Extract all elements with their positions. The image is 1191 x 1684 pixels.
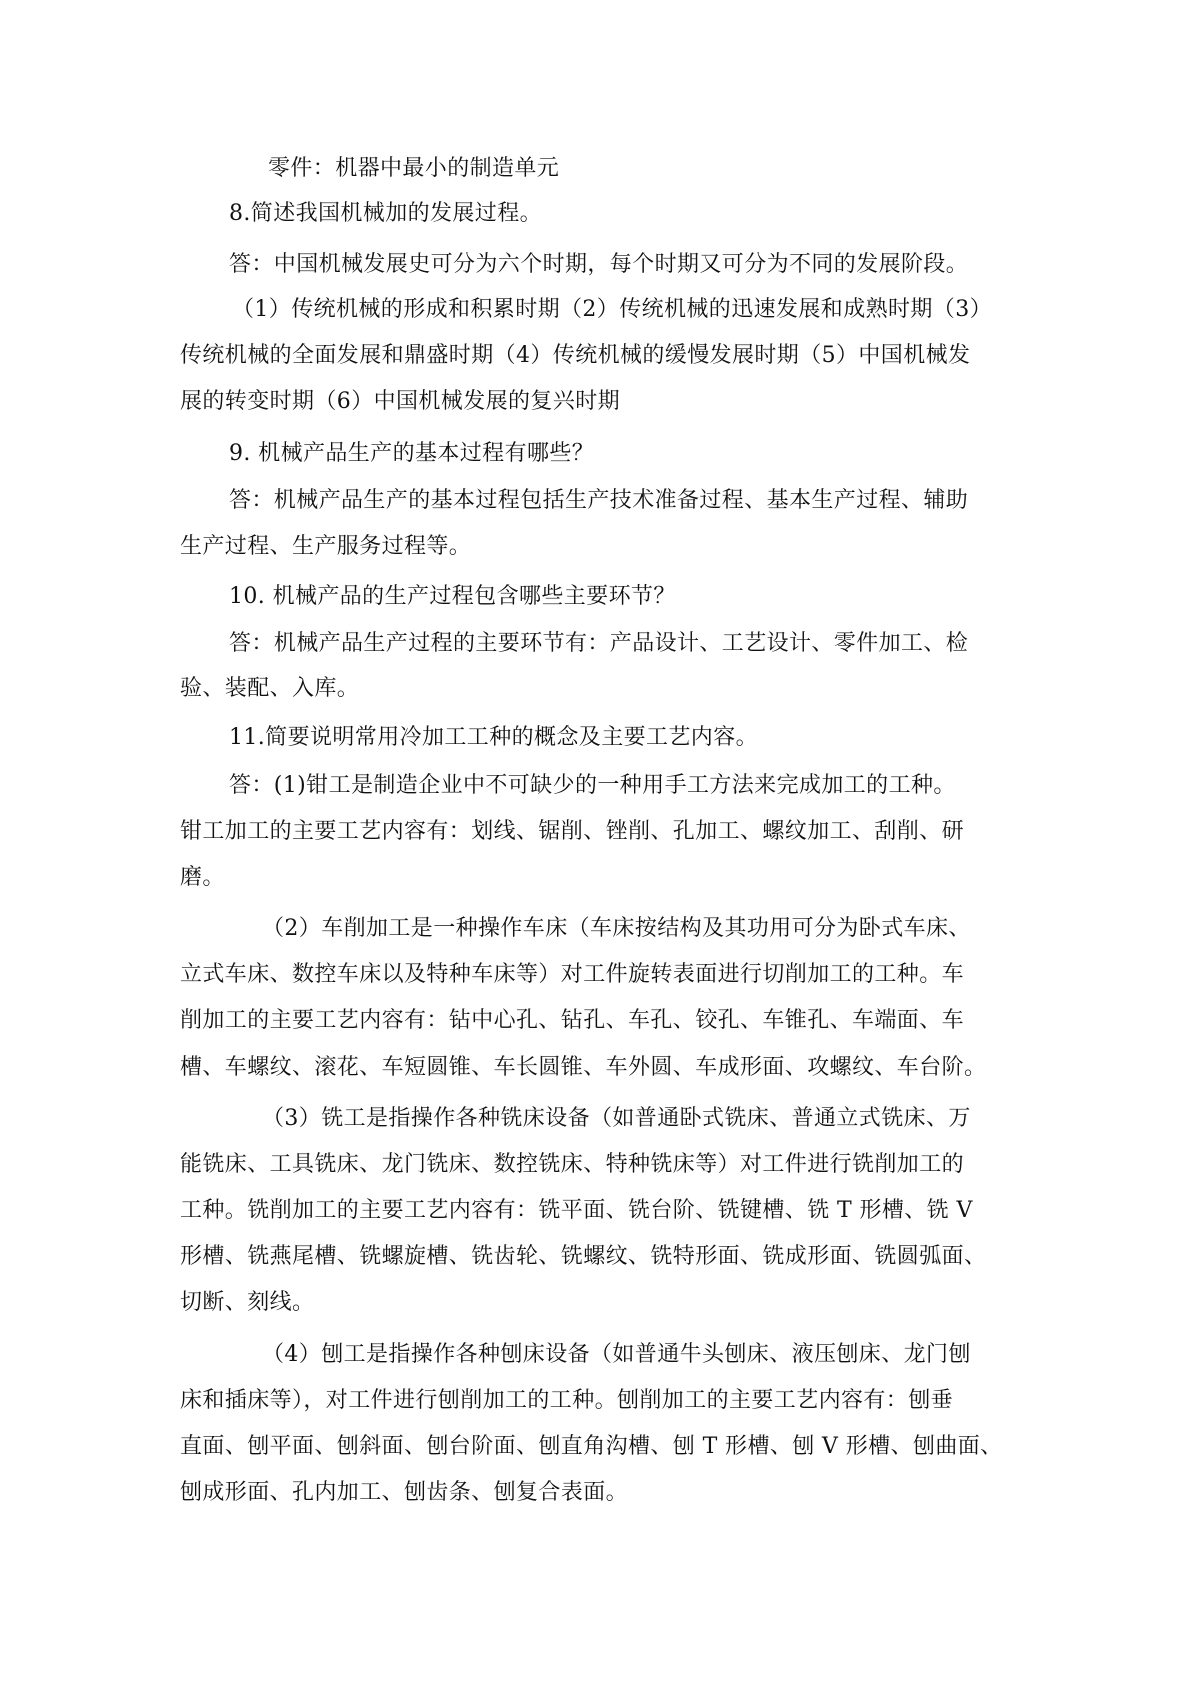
answer-11-milling-line-5: 切断、刻线。 bbox=[180, 1290, 315, 1315]
answer-11-milling-line-2: 能铣床、工具铣床、龙门铣床、数控铣床、特种铣床等）对工件进行铣削加工的 bbox=[180, 1152, 965, 1177]
answer-9-line-2: 生产过程、生产服务过程等。 bbox=[180, 534, 472, 559]
answer-8-line-2: （1）传统机械的形成和积累时期（2）传统机械的迅速发展和成熟时期（3） bbox=[232, 297, 992, 322]
answer-11-milling-line-3: 工种。铣削加工的主要工艺内容有：铣平面、铣台阶、铣键槽、铣 T 形槽、铣 V bbox=[180, 1198, 973, 1223]
answer-11-planing-line-1: （4）刨工是指操作各种刨床设备（如普通牛头刨床、液压刨床、龙门刨 bbox=[262, 1342, 971, 1367]
text-line-part-definition: 零件：机器中最小的制造单元 bbox=[268, 156, 560, 181]
answer-11-milling-line-4: 形槽、铣燕尾槽、铣螺旋槽、铣齿轮、铣螺纹、铣特形面、铣成形面、铣圆弧面、 bbox=[180, 1244, 987, 1269]
answer-8-line-3: 传统机械的全面发展和鼎盛时期（4）传统机械的缓慢发展时期（5）中国机械发 bbox=[180, 343, 971, 368]
answer-11-turning-line-3: 削加工的主要工艺内容有：钻中心孔、钻孔、车孔、铰孔、车锥孔、车端面、车 bbox=[180, 1008, 965, 1033]
answer-11-planing-line-3: 直面、刨平面、刨斜面、刨台阶面、刨直角沟槽、刨 T 形槽、刨 V 形槽、刨曲面、 bbox=[180, 1434, 1003, 1459]
answer-11-planing-line-2: 床和插床等），对工件进行刨削加工的工种。刨削加工的主要工艺内容有：刨垂 bbox=[180, 1388, 954, 1413]
question-9: 9. 机械产品生产的基本过程有哪些？ bbox=[229, 441, 595, 466]
question-8: 8.简述我国机械加的发展过程。 bbox=[229, 201, 542, 226]
question-11: 11.简要说明常用冷加工工种的概念及主要工艺内容。 bbox=[229, 725, 758, 750]
answer-11-milling-line-1: （3）铣工是指操作各种铣床设备（如普通卧式铣床、普通立式铣床、万 bbox=[262, 1106, 971, 1131]
answer-10-line-1: 答：机械产品生产过程的主要环节有：产品设计、工艺设计、零件加工、检 bbox=[229, 631, 969, 656]
answer-11-turning-line-4: 槽、车螺纹、滚花、车短圆锥、车长圆锥、车外圆、车成形面、攻螺纹、车台阶。 bbox=[180, 1055, 987, 1080]
question-10: 10. 机械产品的生产过程包含哪些主要环节？ bbox=[229, 584, 676, 609]
answer-11-fitter-line-2: 钳工加工的主要工艺内容有：划线、锯削、锉削、孔加工、螺纹加工、刮削、研 bbox=[180, 819, 965, 844]
answer-11-turning-line-1: （2）车削加工是一种操作车床（车床按结构及其功用可分为卧式车床、 bbox=[262, 916, 971, 941]
answer-11-fitter-line-1: 答：(1)钳工是制造企业中不可缺少的一种用手工方法来完成加工的工种。 bbox=[229, 773, 956, 798]
answer-8-line-1: 答：中国机械发展史可分为六个时期，每个时期又可分为不同的发展阶段。 bbox=[229, 252, 969, 277]
answer-8-line-4: 展的转变时期（6）中国机械发展的复兴时期 bbox=[180, 389, 620, 414]
answer-9-line-1: 答：机械产品生产的基本过程包括生产技术准备过程、基本生产过程、辅助 bbox=[229, 488, 969, 513]
answer-11-planing-line-4: 刨成形面、孔内加工、刨齿条、刨复合表面。 bbox=[180, 1480, 629, 1505]
answer-11-turning-line-2: 立式车床、数控车床以及特种车床等）对工件旋转表面进行切削加工的工种。车 bbox=[180, 962, 965, 987]
answer-10-line-2: 验、装配、入库。 bbox=[180, 676, 360, 701]
answer-11-fitter-line-3: 磨。 bbox=[180, 865, 225, 890]
